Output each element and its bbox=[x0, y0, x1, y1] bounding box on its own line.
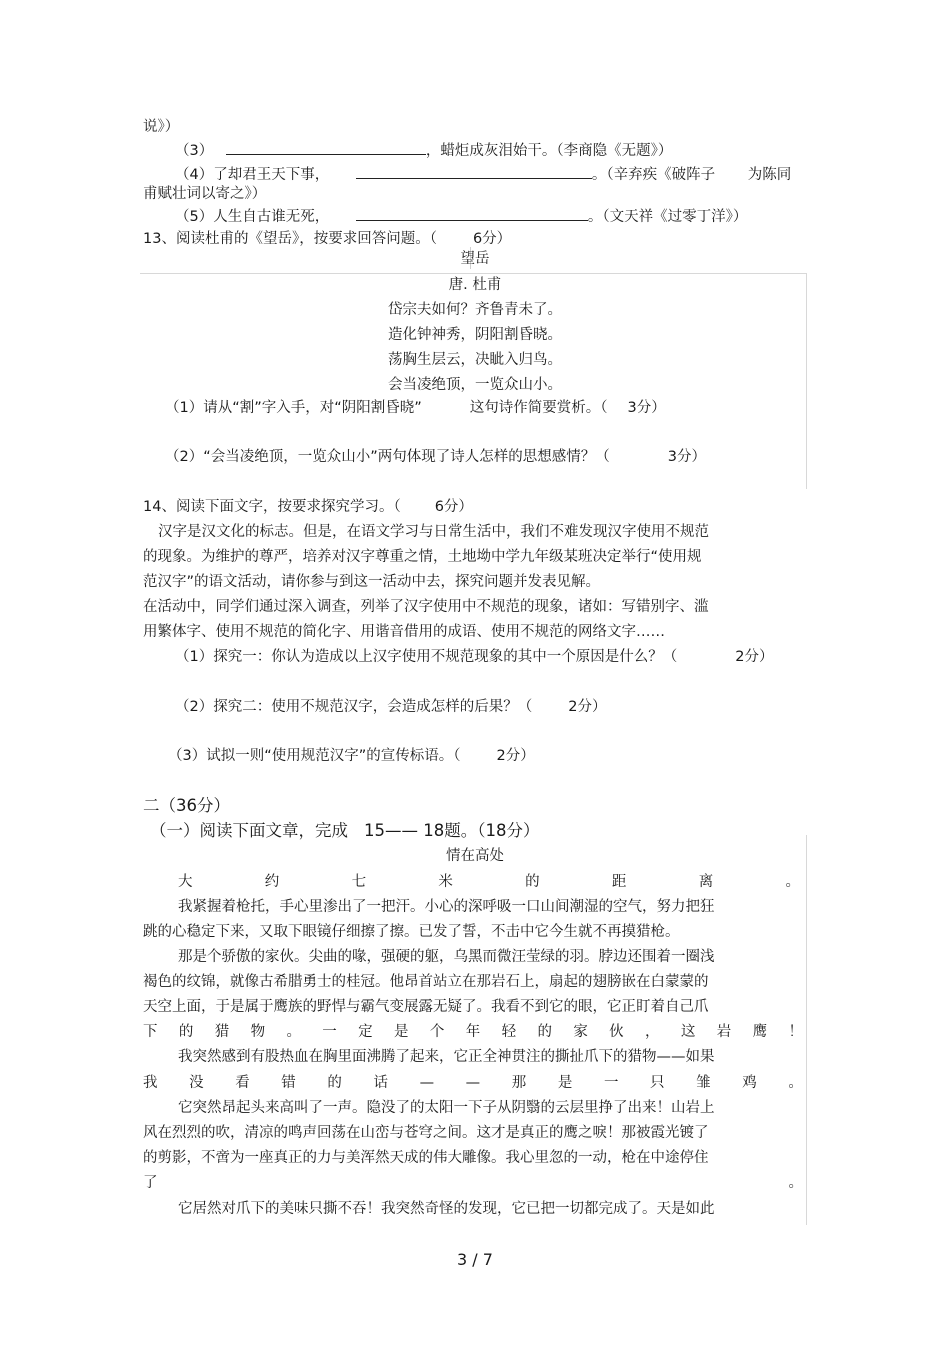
q14-s2 bbox=[175, 697, 606, 717]
q14-p2-line-2: 用繁体字、使用不规范的简化字、用谐音借用的成语、使用不规范的网络文字…… bbox=[143, 624, 665, 640]
q13-sub2 bbox=[165, 447, 706, 467]
article-line-14: 它居然对爪下的美味只撕不吞！我突然奇怪的发现，它已把一切都完成了。天是如此 bbox=[178, 1201, 715, 1217]
q14-heading-text: 14、阅读下面文字，按要求探究学习。（ bbox=[143, 499, 401, 515]
char: 是 bbox=[557, 1075, 573, 1091]
article-line-7 bbox=[143, 1022, 803, 1042]
q14-s2-text: （2）探究二：使用不规范汉字，会造成怎样的后果？（ bbox=[175, 699, 533, 715]
char: 鸡 bbox=[742, 1075, 757, 1091]
fill-blank-4 bbox=[175, 164, 791, 185]
part2-heading: 二（36分） bbox=[143, 796, 230, 815]
char: 鹰 bbox=[752, 1024, 768, 1040]
char: 米 bbox=[438, 874, 453, 890]
q4-tail: 为陈同 bbox=[747, 167, 792, 183]
char: — bbox=[465, 1075, 481, 1091]
q5-text: 。（文天祥《过零丁洋》） bbox=[587, 209, 748, 225]
char: 七 bbox=[351, 874, 367, 890]
poem-line-2: 造化钟神秀，阴阳割昏晓。 bbox=[388, 327, 562, 343]
q4-text: 。（辛弃疾《破阵子 bbox=[591, 167, 716, 183]
poem-line-top: 说》） bbox=[143, 119, 180, 135]
char: 的 bbox=[537, 1024, 552, 1040]
poem-title: 望岳 bbox=[460, 251, 490, 267]
char: 的 bbox=[178, 1024, 194, 1040]
char: 个 bbox=[429, 1024, 445, 1040]
char: 一 bbox=[603, 1075, 619, 1091]
char: 。 bbox=[286, 1024, 301, 1040]
q14-p2-line-1: 在活动中，同学们通过深入调查，列举了汉字使用中不规范的现象，诸如：写错别字、滥 bbox=[143, 599, 709, 615]
q14-score: 6分） bbox=[434, 499, 473, 515]
article-line-6: 天空上面，于是属于鹰族的野悍与霸气变展露无疑了。我看不到它的眼，它正盯着自己爪 bbox=[143, 999, 709, 1015]
poem-line-1: 岱宗夫如何？齐鲁青未了。 bbox=[388, 302, 562, 318]
article-line-5: 褐色的纹锦，就像古希腊勇士的桂冠。他昂首站立在那岩石上，扇起的翅膀嵌在白蒙蒙的 bbox=[143, 974, 709, 990]
article-line-2: 我紧握着枪托，手心里渗出了一把汗。小心的深呼吸一口山间潮湿的空气，努力把狂 bbox=[178, 899, 715, 915]
char: 定 bbox=[358, 1024, 373, 1040]
poem-author: 唐. 杜甫 bbox=[448, 277, 502, 293]
char: ！ bbox=[788, 1024, 803, 1040]
char: 离 bbox=[698, 874, 714, 890]
right-border bbox=[806, 835, 807, 1225]
char: 。 bbox=[788, 1175, 803, 1191]
fill-blank-5 bbox=[175, 206, 747, 227]
char: 一 bbox=[322, 1024, 337, 1040]
char: 猎 bbox=[214, 1024, 230, 1040]
char: 大 bbox=[178, 874, 193, 890]
char: 那 bbox=[511, 1075, 527, 1091]
part2-subheading bbox=[150, 821, 539, 841]
q13-heading bbox=[143, 229, 511, 249]
article-line-13 bbox=[143, 1173, 803, 1193]
article-line-3: 跳的心稳定下来，又取下眼镜仔细擦了擦。已发了誓，不击中它今生就不再摸猎枪。 bbox=[143, 924, 680, 940]
q13-sub1-text-b: 这句诗作简要赏析。（ bbox=[469, 400, 608, 416]
char: 看 bbox=[235, 1075, 250, 1091]
article-line-11: 风在烈烈的吹，清凉的鸣声回荡在山峦与苍穹之间。这才是真正的鹰之唳！那被霞光镀了 bbox=[143, 1125, 709, 1141]
article-line-8: 我突然感到有股热血在胸里面沸腾了起来，它正全神贯注的撕扯爪下的猎物——如果 bbox=[178, 1049, 715, 1065]
q13-sub1-score: 3分） bbox=[627, 400, 666, 416]
char: 的 bbox=[327, 1075, 342, 1091]
q13-sub1-text-a: （1）请从“割”字入手，对“阴阳割昏晓” bbox=[165, 400, 422, 416]
blank-line[interactable] bbox=[226, 140, 426, 155]
q14-s3 bbox=[168, 746, 535, 766]
article-line-12: 的剪影，不啻为一座真正的力与美浑然天成的伟大雕像。我心里忽的一动，枪在中途停住 bbox=[143, 1150, 709, 1166]
article-line-10: 它突然昂起头来高叫了一声。隐没了的太阳一下子从阴翳的云层里挣了出来！山岩上 bbox=[178, 1100, 715, 1116]
char: 是 bbox=[394, 1024, 409, 1040]
q14-s2-score: 2分） bbox=[568, 699, 607, 715]
char: — bbox=[419, 1075, 435, 1091]
char: 家 bbox=[573, 1024, 588, 1040]
q13-score: 6分） bbox=[472, 231, 512, 247]
q13-sub1 bbox=[165, 398, 666, 418]
page-number: 3 / 7 bbox=[457, 1250, 493, 1269]
char: 距 bbox=[611, 874, 627, 890]
char: 错 bbox=[281, 1075, 296, 1091]
q5-number: （5）人生自古谁无死， bbox=[175, 209, 330, 225]
char: 年 bbox=[465, 1024, 481, 1040]
q14-p1-line-3: 范汉字”的语文活动，请你参与到这一活动中去，探究问题并发表见解。 bbox=[143, 574, 601, 590]
part2-subheading-b: 15—— 18题。（18分） bbox=[364, 821, 540, 840]
q14-p1-line-2: 的现象。为维护的尊严，培养对汉字尊重之情，土地坳中学九年级某班决定举行“使用规 bbox=[143, 549, 702, 565]
char: 雏 bbox=[696, 1075, 711, 1091]
q14-s3-text: （3）试拟一则“使用规范汉字”的宣传标语。（ bbox=[168, 748, 461, 764]
q4-number: （4）了却君王天下事， bbox=[175, 167, 330, 183]
article-title: 情在高处 bbox=[446, 848, 504, 864]
char: 这 bbox=[680, 1024, 696, 1040]
blank-line[interactable] bbox=[356, 206, 588, 221]
q14-s1-score: 2分） bbox=[735, 649, 774, 665]
char: 的 bbox=[525, 874, 540, 890]
q14-s1-text: （1）探究一：你认为造成以上汉字使用不规范现象的其中一个原因是什么？（ bbox=[175, 649, 678, 665]
char: 。 bbox=[788, 1075, 803, 1091]
poem-line-3: 荡胸生层云，决眦入归鸟。 bbox=[388, 352, 562, 368]
article-line-4: 那是个骄傲的家伙。尖曲的喙，强硬的躯，乌黑而微汪莹绿的羽。脖边还围着一圈浅 bbox=[178, 949, 715, 965]
q14-p1-line-1: 汉字是汉文化的标志。但是，在语文学习与日常生活中，我们不难发现汉字使用不规范 bbox=[158, 524, 709, 540]
char: 轻 bbox=[501, 1024, 517, 1040]
char: 话 bbox=[373, 1075, 388, 1091]
article-line-9 bbox=[143, 1073, 803, 1093]
q13-heading-text: 13、阅读杜甫的《望岳》，按要求回答问题。（ bbox=[143, 231, 437, 247]
char: 伙 bbox=[609, 1024, 624, 1040]
q14-s3-score: 2分） bbox=[496, 748, 535, 764]
char: ， bbox=[645, 1024, 660, 1040]
q14-heading bbox=[143, 497, 473, 517]
char: 约 bbox=[264, 874, 280, 890]
char: 物 bbox=[250, 1024, 266, 1040]
q14-s1 bbox=[175, 647, 773, 667]
q3-number: （3） bbox=[175, 143, 214, 159]
char: 没 bbox=[189, 1075, 204, 1091]
char: 。 bbox=[785, 874, 800, 890]
char: 我 bbox=[143, 1075, 158, 1091]
char: 只 bbox=[650, 1075, 665, 1091]
char: 了 bbox=[143, 1175, 158, 1191]
q13-sub2-text: （2）“会当凌绝顶，一览众山小”两句体现了诗人怎样的思想感情？（ bbox=[165, 449, 610, 465]
char: 下 bbox=[143, 1024, 158, 1040]
blank-line[interactable] bbox=[356, 164, 592, 179]
poem-line-4: 会当凌绝顶，一览众山小。 bbox=[388, 377, 562, 393]
fill-blank-3 bbox=[175, 140, 672, 161]
char: 岩 bbox=[716, 1024, 732, 1040]
fill-blank-4-cont: 甫赋壮词以寄之》） bbox=[143, 186, 267, 202]
q13-sub2-score: 3分） bbox=[667, 449, 706, 465]
q3-text: ，蜡炬成灰泪始干。（李商隐《无题》） bbox=[425, 143, 673, 159]
part2-subheading-a: （一）阅读下面文章，完成 bbox=[150, 821, 348, 840]
article-line-1 bbox=[178, 872, 800, 892]
